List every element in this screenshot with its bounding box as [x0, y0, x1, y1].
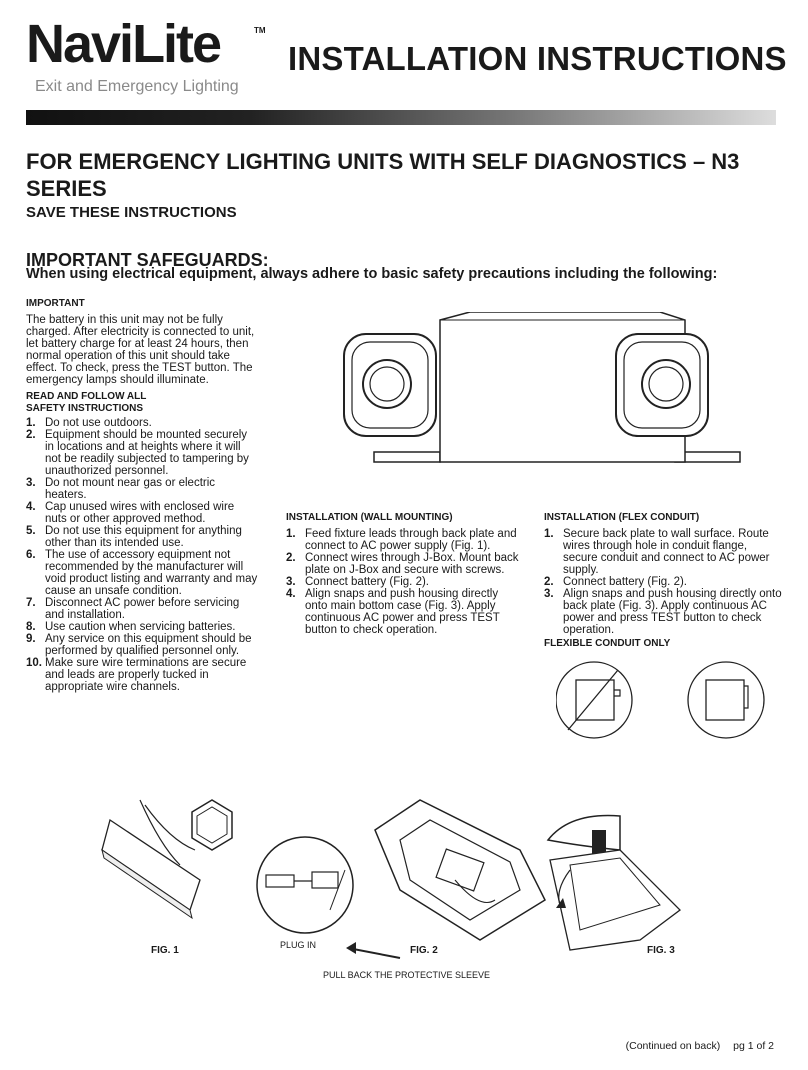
list-item-text: Align snaps and push housing directly onto back plate (Fig. 3). Apply continuous AC power and press TEST button to check operation.: [563, 588, 782, 636]
list-item-text: Connect wires through J-Box. Mount back plate on J-Box and secure with screws.: [305, 552, 519, 576]
figures-illustration: [100, 790, 790, 990]
brand-tagline: Exit and Emergency Lighting: [35, 78, 239, 95]
list-item: [26, 417, 258, 429]
fig2-caption: FIG. 2: [410, 945, 438, 956]
list-item-text: Any service on this equipment should be performed by qualified personnel only.: [45, 633, 252, 657]
wall-mounting-heading: INSTALLATION (WALL MOUNTING): [286, 512, 453, 523]
footer: [626, 1040, 774, 1052]
list-item-text: Disconnect AC power before servicing and installation.: [45, 597, 240, 621]
plug-in-detail-icon: [257, 837, 353, 933]
list-item-number: 10.: [26, 657, 42, 669]
list-item-number: 2.: [544, 576, 554, 588]
list-item: [26, 633, 258, 657]
list-item: [286, 552, 521, 576]
conduit-with-flange-icon: [556, 662, 632, 738]
emergency-light-illustration: [340, 312, 785, 472]
safeguards-subheading: When using electrical equipment, always adhere to basic safety precautions including the following:: [26, 266, 718, 282]
list-item-text: Align snaps and push housing directly onto main bottom case (Fig. 3). Apply continuous AC power and press TEST button to check operation.: [305, 588, 500, 636]
list-item-number: 4.: [26, 501, 36, 513]
list-item: [544, 528, 784, 576]
list-item-text: The use of accessory equipment not recommended by the manufacturer will void product listing and warranty and may cause an unsafe condition.: [45, 549, 258, 597]
list-item-number: 4.: [286, 588, 296, 600]
fig3-housing-icon: [548, 816, 680, 951]
flex-conduit-heading: INSTALLATION (FLEX CONDUIT): [544, 512, 700, 523]
list-item: [26, 525, 258, 549]
list-item: [26, 657, 258, 693]
header-gradient-bar: [26, 110, 776, 125]
list-item-number: 1.: [26, 417, 36, 429]
flex-conduit-diagrams: [556, 660, 766, 740]
list-item-text: Feed fixture leads through back plate and connect to AC power supply (Fig. 1).: [305, 528, 517, 552]
list-item: [544, 588, 784, 636]
list-item: [26, 429, 258, 477]
list-item-text: Secure back plate to wall surface. Route wires through hole in conduit flange, secure conduit and connect to AC power supply.: [563, 528, 770, 576]
continued-note: (Continued on back): [625, 1040, 721, 1052]
list-item-number: 3.: [544, 588, 554, 600]
list-item-number: 7.: [26, 597, 36, 609]
list-item: [26, 621, 258, 633]
safety-heading: READ AND FOLLOW ALL SAFETY INSTRUCTIONS: [26, 391, 147, 414]
list-item: [26, 549, 258, 597]
important-heading: IMPORTANT: [26, 298, 85, 309]
list-item-number: 3.: [286, 576, 296, 588]
fig3-caption: FIG. 3: [647, 945, 675, 956]
important-text: The battery in this unit may not be fully charged. After electricity is connected to unit, let battery charge for at least 24 hours, then normal operation of this unit should take effect. To check, press the TEST button. The emergency lamps should illuminate.: [26, 314, 255, 386]
list-item-number: 2.: [26, 429, 36, 441]
conduit-plate-icon: [688, 662, 764, 738]
list-item-number: 6.: [26, 549, 36, 561]
plug-in-label: PLUG IN: [280, 940, 317, 950]
brand-logo: NaviLite: [26, 14, 221, 74]
list-item-number: 1.: [544, 528, 554, 540]
list-item-text: Equipment should be mounted securely in locations and at heights where it will not be readily subjected to tampering by unauthorized personnel.: [45, 429, 249, 477]
flex-conduit-column: [544, 512, 784, 650]
list-item-text: Use caution when servicing batteries.: [45, 621, 236, 633]
list-item-text: Do not use outdoors.: [45, 417, 152, 429]
list-item-text: Connect battery (Fig. 2).: [305, 576, 429, 588]
document-title: INSTALLATION INSTRUCTIONS: [288, 40, 787, 77]
list-item-text: Do not use this equipment for anything other than its intended use.: [45, 525, 242, 549]
list-item-number: 8.: [26, 621, 36, 633]
list-item-number: 2.: [286, 552, 296, 564]
pull-back-label: PULL BACK THE PROTECTIVE SLEEVE: [323, 970, 491, 980]
list-item: [286, 576, 521, 588]
left-column: [26, 298, 258, 693]
list-item: [544, 576, 784, 588]
safeguards-heading: IMPORTANT SAFEGUARDS:: [26, 250, 269, 270]
flex-conduit-list: [544, 528, 784, 636]
list-item: [26, 597, 258, 621]
list-item-text: Make sure wire terminations are secure and leads are properly tucked in appropriate wire channels.: [45, 657, 247, 693]
page-number: pg 1 of 2: [733, 1040, 774, 1052]
trademark-mark: TM: [254, 26, 266, 35]
fig2-housing-icon: [375, 800, 545, 940]
safety-list: [26, 417, 258, 693]
list-item: [26, 477, 258, 501]
fig1-caption: FIG. 1: [151, 945, 179, 956]
list-item: [286, 588, 521, 636]
wall-mounting-column: [286, 512, 521, 636]
list-item-text: Cap unused wires with enclosed wire nuts or other approved method.: [45, 501, 235, 525]
save-instructions: SAVE THESE INSTRUCTIONS: [26, 204, 237, 221]
fig1-backplate-icon: [102, 800, 232, 918]
list-item-text: Connect battery (Fig. 2).: [563, 576, 687, 588]
list-item-number: 5.: [26, 525, 36, 537]
wall-mounting-list: [286, 528, 521, 636]
flex-conduit-note: FLEXIBLE CONDUIT ONLY: [544, 638, 671, 649]
list-item-text: Do not mount near gas or electric heaters.: [45, 477, 216, 501]
list-item-number: 3.: [26, 477, 36, 489]
list-item-number: 9.: [26, 633, 36, 645]
list-item: [286, 528, 521, 552]
list-item-number: 1.: [286, 528, 296, 540]
list-item: [26, 501, 258, 525]
main-title: FOR EMERGENCY LIGHTING UNITS WITH SELF DIAGNOSTICS – N3 SERIES: [26, 149, 740, 201]
